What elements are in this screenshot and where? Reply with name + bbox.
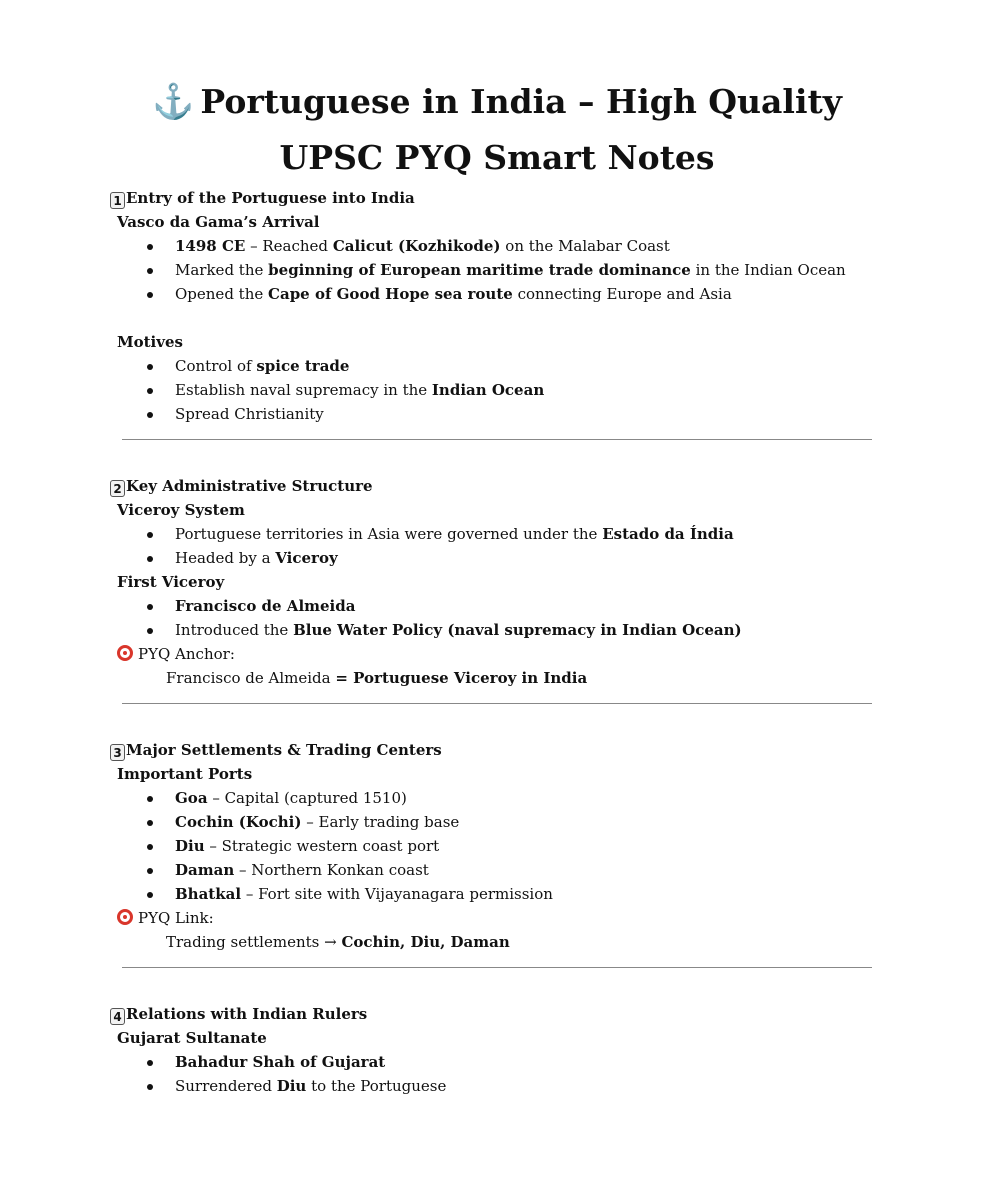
spacer [110, 968, 890, 1002]
pyq-label [117, 906, 890, 930]
bold-text: Goa [175, 789, 208, 807]
list-item [110, 522, 890, 546]
bold-text: Blue Water Policy (naval supremacy in Indian Ocean) [293, 621, 742, 639]
list-item [110, 858, 890, 882]
list-item [110, 882, 890, 906]
text-run: – Northern Konkan coast [234, 861, 429, 879]
anchor-icon: ⚓ [152, 82, 195, 122]
bold-text: Daman [175, 861, 235, 879]
section-heading-text: Major Settlements & Trading Centers [126, 741, 442, 759]
text-run: Opened the [175, 285, 269, 303]
text-run: Establish naval supremacy in the [175, 381, 432, 399]
list-item [110, 282, 890, 306]
bold-text: Calicut (Kozhikode) [332, 237, 501, 255]
page-subtitle: UPSC PYQ Smart Notes [279, 138, 715, 177]
text-run: Surrendered [175, 1077, 277, 1095]
list-item [110, 402, 890, 426]
list-item [110, 1074, 890, 1098]
text-run: Francisco de Almeida [166, 669, 336, 687]
text-run: – Strategic western coast port [204, 837, 440, 855]
spacer [110, 704, 890, 738]
text-run: Portuguese territories in Asia were governed under the [175, 525, 603, 543]
bold-text: Bahadur Shah of Gujarat [175, 1053, 386, 1071]
text-run: – Reached [245, 237, 333, 255]
bold-text: Cochin, Diu, Daman [341, 933, 510, 951]
list-item [110, 618, 890, 642]
subheading: Gujarat Sultanate [117, 1029, 267, 1047]
pyq-label-text: PYQ Anchor: [138, 645, 235, 663]
bold-text: Diu [175, 837, 205, 855]
bold-text: Cape of Good Hope sea route [268, 285, 513, 303]
bold-text: Viceroy [275, 549, 338, 567]
list-item [110, 354, 890, 378]
text-run: Spread Christianity [175, 405, 324, 423]
text-run: Control of [175, 357, 257, 375]
text-run: to the Portuguese [306, 1077, 447, 1095]
text-run: – Capital (captured 1510) [207, 789, 407, 807]
bullet-list [110, 594, 890, 642]
bullet-list [110, 234, 890, 306]
pyq-label [117, 642, 890, 666]
list-item [110, 786, 890, 810]
section-number-icon: 1 [110, 192, 125, 209]
section-number-icon: 2 [110, 480, 125, 497]
pyq-label-text: PYQ Link: [138, 909, 214, 927]
bold-text: = Portuguese Viceroy in India [335, 669, 588, 687]
bullet-list [110, 522, 890, 570]
section-heading-text: Entry of the Portuguese into India [126, 189, 415, 207]
bold-text: Bhatkal [175, 885, 242, 903]
section-heading-text: Relations with Indian Rulers [126, 1005, 368, 1023]
bullet-list [110, 1050, 890, 1098]
section-heading [110, 474, 890, 498]
bullet-list [110, 786, 890, 906]
text-run: Marked the [175, 261, 269, 279]
bold-text: beginning of European maritime trade dominance [268, 261, 691, 279]
subheading: First Viceroy [117, 573, 225, 591]
bold-text: 1498 CE [175, 237, 246, 255]
list-item [110, 594, 890, 618]
notes-content [110, 186, 890, 1098]
text-run: – Fort site with Vijayanagara permission [241, 885, 553, 903]
bold-text: Estado da Índia [602, 525, 734, 543]
bold-text: Diu [276, 1077, 307, 1095]
spacer [110, 440, 890, 474]
text-run: on the Malabar Coast [500, 237, 670, 255]
section-heading [110, 1002, 890, 1026]
section-number-icon: 4 [110, 1008, 125, 1025]
target-icon [117, 909, 133, 925]
bold-text: Cochin (Kochi) [175, 813, 302, 831]
list-item [110, 378, 890, 402]
section-heading [110, 738, 890, 762]
page-title [0, 82, 994, 122]
spacer [110, 306, 890, 330]
text-run: Introduced the [175, 621, 294, 639]
list-item [110, 1050, 890, 1074]
target-icon [117, 645, 133, 661]
subheading: Viceroy System [117, 501, 245, 519]
section-heading [110, 186, 890, 210]
list-item [110, 258, 890, 282]
section-heading-text: Key Administrative Structure [126, 477, 373, 495]
list-item [110, 546, 890, 570]
subheading: Important Ports [117, 765, 253, 783]
bullet-list [110, 354, 890, 426]
subheading: Vasco da Gama’s Arrival [117, 213, 320, 231]
bold-text: Francisco de Almeida [175, 597, 356, 615]
text-run: Trading settlements → [166, 933, 342, 951]
text-run: in the Indian Ocean [690, 261, 846, 279]
bold-text: Indian Ocean [431, 381, 545, 399]
subheading: Motives [117, 333, 183, 351]
text-run: connecting Europe and Asia [512, 285, 732, 303]
list-item [110, 234, 890, 258]
pyq-body [166, 666, 890, 690]
pyq-body [166, 930, 890, 954]
page-title-line-1: Portuguese in India – High Quality [200, 82, 842, 121]
list-item [110, 810, 890, 834]
section-number-icon: 3 [110, 744, 125, 761]
text-run: – Early trading base [301, 813, 460, 831]
bold-text: spice trade [256, 357, 350, 375]
text-run: Headed by a [175, 549, 276, 567]
list-item [110, 834, 890, 858]
